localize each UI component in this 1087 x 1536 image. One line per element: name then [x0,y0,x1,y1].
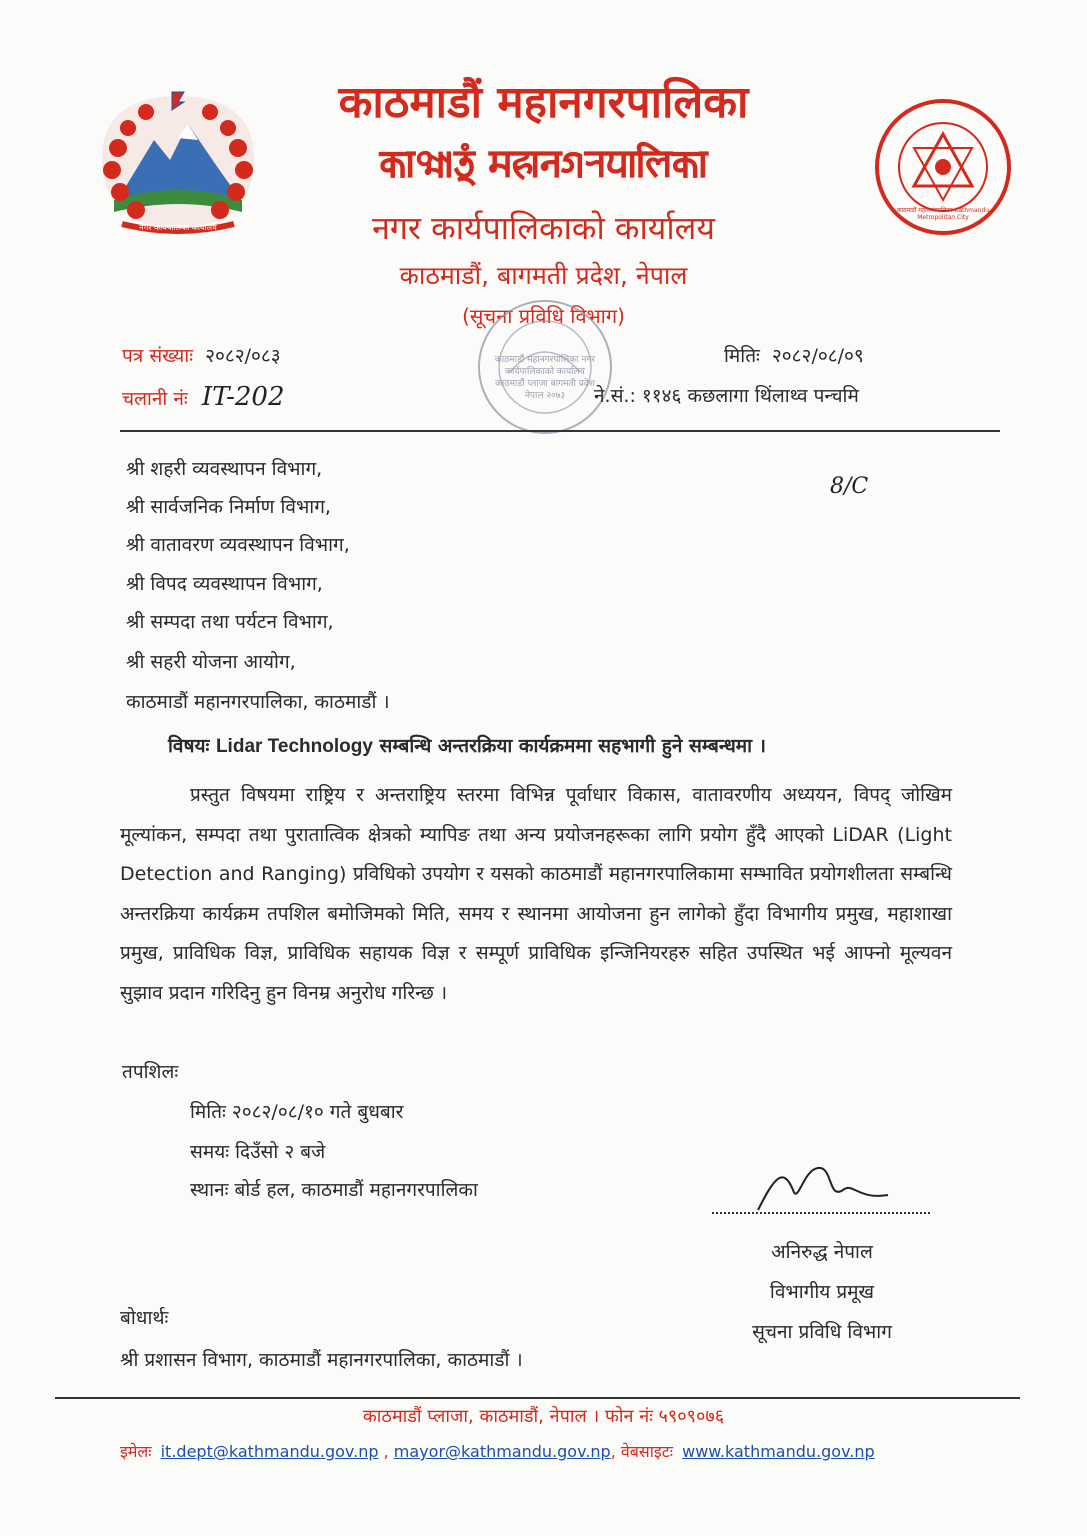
addressee-line: काठमाडौं महानगरपालिका, काठमाडौं । [126,691,390,713]
office-address: काठमाडौं, बागमती प्रदेश, नेपाल [399,261,688,290]
org-title-nepal-bhasa: 𑐎𑐵𑐛𑑂𑐩𑐵𑐜𑐸𑑄 𑐩𑐴𑐵𑐣𑐐𑐬𑐥𑐵𑐮𑐶𑐎𑐵 [379,141,708,187]
signatory-department: सूचना प्रविधि विभाग [752,1321,892,1343]
date-label: मितिः [724,345,760,367]
nepal-sambat-date: ने.सं.: ११४६ कछलागा थिंलाथ्व पन्चमि [594,385,859,407]
letter-number-label: पत्र संख्याः [122,345,194,367]
header-divider [120,430,1000,432]
department-name: (सूचना प्रविधि विभाग) [462,304,625,328]
schedule-time: समयः दिउँसो २ बजे [190,1141,326,1163]
email-link-it-dept[interactable]: it.dept@kathmandu.gov.np [160,1442,379,1461]
org-title: काठमाडौं महानगरपालिका [338,77,749,128]
footer-divider [55,1397,1020,1399]
margin-note: 8/C [830,474,869,499]
cc-line: श्री प्रशासन विभाग, काठमाडौं महानगरपालिका, काठमाडौं । [120,1349,523,1371]
letter-date [724,342,864,368]
emblem-caption: नगर कार्यपालिका कार्यालय [139,223,217,232]
seal-text: काठमाडौं महानगरपालिका Kathmandu Metropolitan City [896,207,990,221]
letter-number [122,342,281,368]
body-paragraph: प्रस्तुत विषयमा राष्ट्रिय र अन्तराष्ट्रिय स्तरमा विभिन्न पूर्वाधार विकास, वातावरणीय अध्ययन, विपद् जोखिम मूल्यांकन, सम्पदा तथा पुरातात्विक क्षेत्रको म्यापिङ तथा अन्य प्रयोजनहरूका लागि प्रयोग हुँदै आएको LiDAR (Light Detection and Ranging) प्रविधिको उपयोग र यसको काठमाडौं महानगरपालिकामा सम्भावित प्रयोगशीलता सम्बन्धि अन्तरक्रिया कार्यक्रम तपशिल बमोजिमको मिति, समय र स्थानमा आयोजना हुन लागेको हुँदा विभागीय प्रमुख, महाशाखा प्रमुख, प्राविधिक विज्ञ, प्राविधिक सहायक विज्ञ र सम्पूर्ण प्राविधिक इन्जिनियरहरु सहित उपस्थित भई आफ्नो मूल्यवन सुझाव प्रदान गरिदिनु हुन विनम्र अनुरोध गरिन्छ । [120,784,952,1004]
subject-highlight: Lidar Technology [215,736,373,757]
schedule-venue: स्थानः बोर्ड हल, काठमाडौं महानगरपालिका [190,1179,478,1201]
letter-number-value: २०८२/०८३ [205,345,281,367]
addressee-line: श्री शहरी व्यवस्थापन विभाग, [126,458,323,480]
subject-prefix: विषयः [168,735,210,757]
office-title: नगर कार्यपालिकाको कार्यालय [372,209,715,247]
footer-contacts [120,1440,875,1462]
addressee-line: श्री सार्वजनिक निर्माण विभाग, [126,496,331,518]
subject-text: सम्बन्धि अन्तरक्रिया कार्यक्रममा सहभागी हुने सम्बन्धमा । [379,735,766,757]
schedule-label: तपशिलः [122,1061,179,1083]
dispatch-number-value: IT-202 [201,382,285,412]
stamp-text: काठमाडौं महानगरपालिका नगर कार्यपालिकाको कार्यालय काठमाडौं प्लाजा बागमती प्रदेश नेपाल २०७३ [494,355,596,401]
website-label: , वेबसाइटः [610,1442,674,1461]
addressee-line: श्री विपद व्यवस्थापन विभाग, [126,573,323,595]
addressee-line: श्री वातावरण व्यवस्थापन विभाग, [126,534,350,556]
dispatch-number-label: चलानी नंः [122,388,188,410]
subject-line [168,732,766,758]
signature-scribble [748,1160,898,1224]
addressee-line: श्री सम्पदा तथा पर्यटन विभाग, [126,611,334,633]
email-link-mayor[interactable]: mayor@kathmandu.gov.np [393,1442,611,1461]
office-stamp [470,292,620,446]
cc-label: बोधार्थः [120,1307,169,1329]
footer-address: काठमाडौं प्लाजा, काठमाडौं, नेपाल । फोन नंः ५९०९०७६ [362,1406,725,1427]
date-value: २०८२/०८/०९ [771,345,864,367]
signature-line [712,1212,930,1214]
website-link[interactable]: www.kathmandu.gov.np [682,1442,875,1461]
dispatch-number [122,382,284,412]
addressee-line: श्री सहरी योजना आयोग, [126,651,296,673]
signatory-name: अनिरुद्ध नेपाल [771,1241,873,1263]
signatory-designation: विभागीय प्रमूख [769,1281,875,1303]
schedule-date: मितिः २०८२/०८/१० गते बुधबार [190,1101,404,1123]
email-separator: , [383,1442,389,1461]
email-label: इमेलः [120,1442,152,1461]
